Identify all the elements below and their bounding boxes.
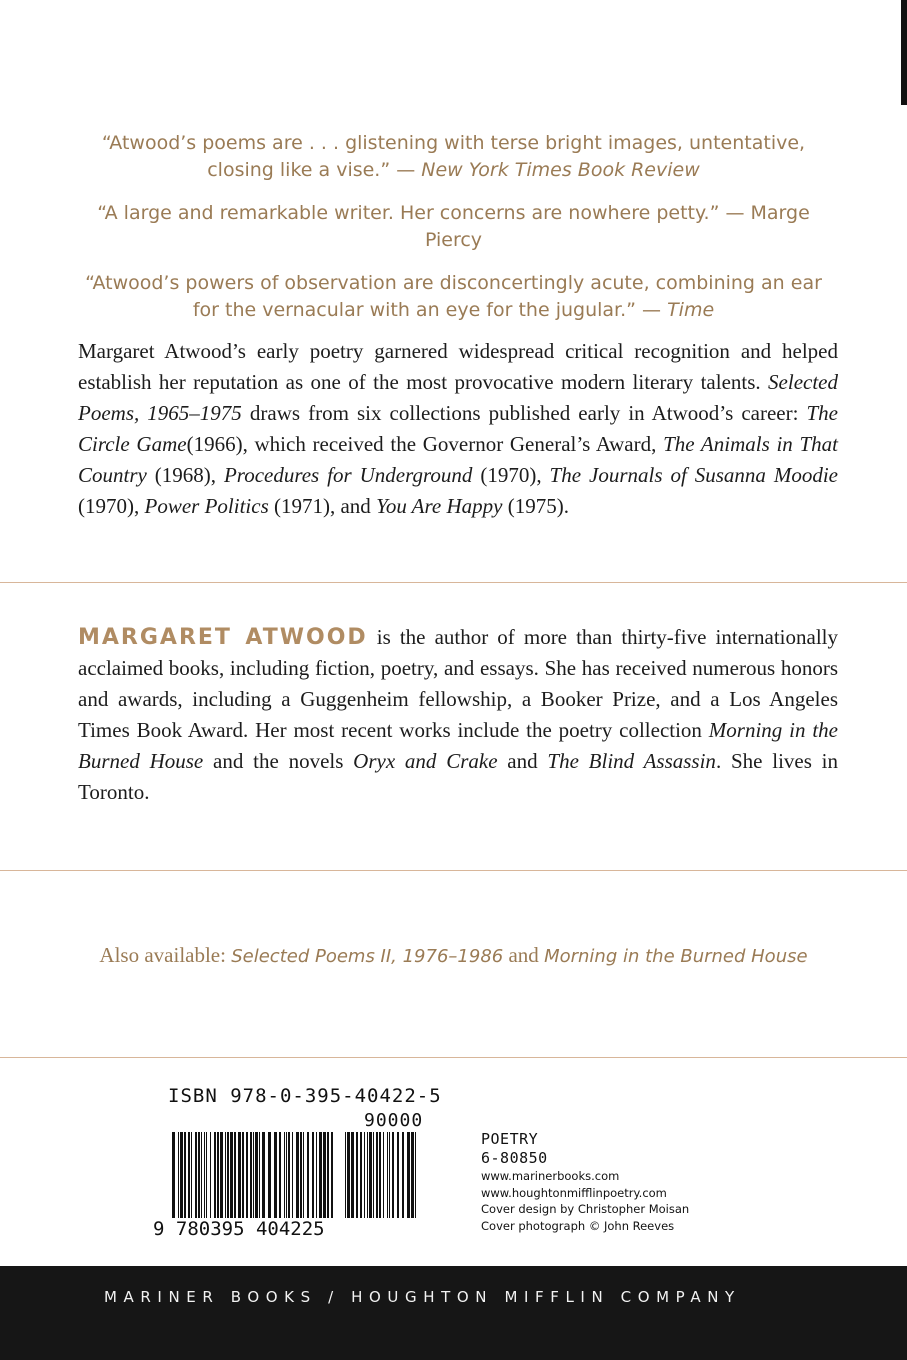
barcode-bar: [319, 1132, 322, 1218]
author-bio: MARGARET ATWOOD is the author of more than thirty-five internationally acclaimed books, including fiction, poetry, and essays. She has received numerous honors and awards, including a Guggenheim fellowship, a Booker Prize, and a Los Angeles Times Book Award. Her most recent works include the poetry collection Morning in the Burned House and the novels Oryx and Crake and The Blind Assassin. She lives in Toronto.: [78, 625, 839, 804]
barcode-bar: [230, 1132, 233, 1218]
barcode-bar: [274, 1132, 277, 1218]
barcode-bar: [411, 1132, 414, 1218]
barcode-bar: [323, 1132, 326, 1218]
product-code: 6-80850: [481, 1149, 548, 1167]
barcode-bar: [279, 1132, 281, 1218]
barcode-bar: [262, 1132, 265, 1218]
barcode-bar: [246, 1132, 248, 1218]
barcode-bar: [180, 1132, 183, 1218]
divider: [0, 582, 907, 583]
cover-photo-credit: Cover photograph © John Reeves: [481, 1218, 675, 1233]
barcode-bar: [351, 1132, 354, 1218]
book-info: [481, 1130, 689, 1234]
barcode-bar: [307, 1132, 309, 1218]
barcode-bar: [379, 1132, 381, 1218]
barcode-bar: [312, 1132, 314, 1218]
barcode-bar: [397, 1132, 399, 1218]
barcode-bar: [367, 1132, 368, 1218]
isbn-barcode: [172, 1132, 338, 1218]
barcode-bar: [360, 1132, 362, 1218]
barcode-bar: [347, 1132, 350, 1218]
barcode-bar: [220, 1132, 223, 1218]
edge-mark: [901, 0, 907, 105]
barcode-bar: [217, 1132, 219, 1218]
barcode-bar: [250, 1132, 252, 1218]
barcode-bar: [172, 1132, 175, 1218]
barcode-bar: [402, 1132, 404, 1218]
price-code: 90000: [364, 1110, 424, 1131]
review-quotes: [0, 130, 907, 340]
publisher-footer: [0, 1266, 907, 1360]
barcode-bar: [210, 1132, 211, 1218]
barcode-bar: [356, 1132, 358, 1218]
barcode-bar: [201, 1132, 202, 1218]
barcode-bar: [255, 1132, 258, 1218]
quote-3: “Atwood’s powers of observation are disconcertingly acute, combining an ear for the vernacular with an eye for the jugular.” — Time: [85, 272, 822, 321]
barcode-bar: [316, 1132, 317, 1218]
barcode-bar: [292, 1132, 293, 1218]
barcode-bar: [259, 1132, 260, 1218]
barcode-bar: [191, 1132, 192, 1218]
barcode-bar: [369, 1132, 372, 1218]
poetry-url[interactable]: www.houghtonmifflinpoetry.com: [481, 1185, 667, 1200]
book-summary: Margaret Atwood’s early poetry garnered widespread critical recognition and helped establish her reputation as one of the most provocative modern literary talents. Selected Poems, 1965–1975 draws from six collections published early in Atwood’s career: The Circle Game(1966), which received the Governor General’s Award, The Animals in That Country (1968), Procedures for Underground (1970), The Journals of Susanna Moodie (1970), Power Politics (1971), and You Are Happy (1975).: [78, 339, 838, 518]
barcode-bar: [296, 1132, 299, 1218]
barcode-bar: [376, 1132, 378, 1218]
barcode-bar: [238, 1132, 241, 1218]
barcode-bar: [225, 1132, 226, 1218]
divider: [0, 1057, 907, 1058]
barcode-bar: [188, 1132, 190, 1218]
quote-1-source: New York Times Book Review: [421, 159, 700, 181]
barcode-bar: [227, 1132, 229, 1218]
barcode-bar: [204, 1132, 205, 1218]
publisher-name: MARINER BOOKS / HOUGHTON MIFFLIN COMPANY: [104, 1288, 741, 1306]
category-label: POETRY: [481, 1130, 539, 1148]
barcode-bar: [373, 1132, 374, 1218]
barcode-bar: [214, 1132, 216, 1218]
barcode-bar: [387, 1132, 388, 1218]
barcode-bar: [242, 1132, 244, 1218]
barcode-bar: [286, 1132, 287, 1218]
author-name: MARGARET ATWOOD: [78, 625, 368, 650]
barcode-bar: [383, 1132, 384, 1218]
barcode-bar: [389, 1132, 390, 1218]
also-available: Also available: Selected Poems II, 1976–1986 and Morning in the Burned House: [99, 943, 808, 967]
barcode-bar: [288, 1132, 290, 1218]
barcode-bar: [268, 1132, 271, 1218]
barcode-bar: [345, 1132, 346, 1218]
cover-design-credit: Cover design by Christopher Moisan: [481, 1202, 690, 1216]
barcode-bar: [206, 1132, 207, 1218]
barcode-bar: [415, 1132, 416, 1218]
price-barcode: [345, 1132, 418, 1218]
barcode-bar: [284, 1132, 285, 1218]
barcode-bar: [234, 1132, 236, 1218]
quote-3-source: Time: [667, 299, 715, 321]
barcode-bar: [303, 1132, 304, 1218]
barcode-bar: [178, 1132, 179, 1218]
barcode-bar: [407, 1132, 410, 1218]
divider: [0, 870, 907, 871]
barcode-bar: [195, 1132, 197, 1218]
barcode-bar: [392, 1132, 394, 1218]
barcode-bar: [253, 1132, 254, 1218]
barcode-bar: [300, 1132, 302, 1218]
barcode-bar: [364, 1132, 365, 1218]
quote-2: “A large and remarkable writer. Her concerns are nowhere petty.” — Marge Piercy: [97, 202, 810, 251]
barcode-bar: [184, 1132, 186, 1218]
ean-digits: 9 780395 404225: [153, 1218, 325, 1240]
isbn-label: ISBN 978-0-395-40422-5: [168, 1085, 442, 1107]
publisher-url[interactable]: www.marinerbooks.com: [481, 1169, 620, 1183]
barcode-bar: [331, 1132, 333, 1218]
barcode-bar: [327, 1132, 329, 1218]
quote-1: “Atwood’s poems are . . . glistening with terse bright images, untentative, closing like a vise.” — New York Times Book Review: [101, 132, 806, 181]
barcode-bar: [198, 1132, 200, 1218]
